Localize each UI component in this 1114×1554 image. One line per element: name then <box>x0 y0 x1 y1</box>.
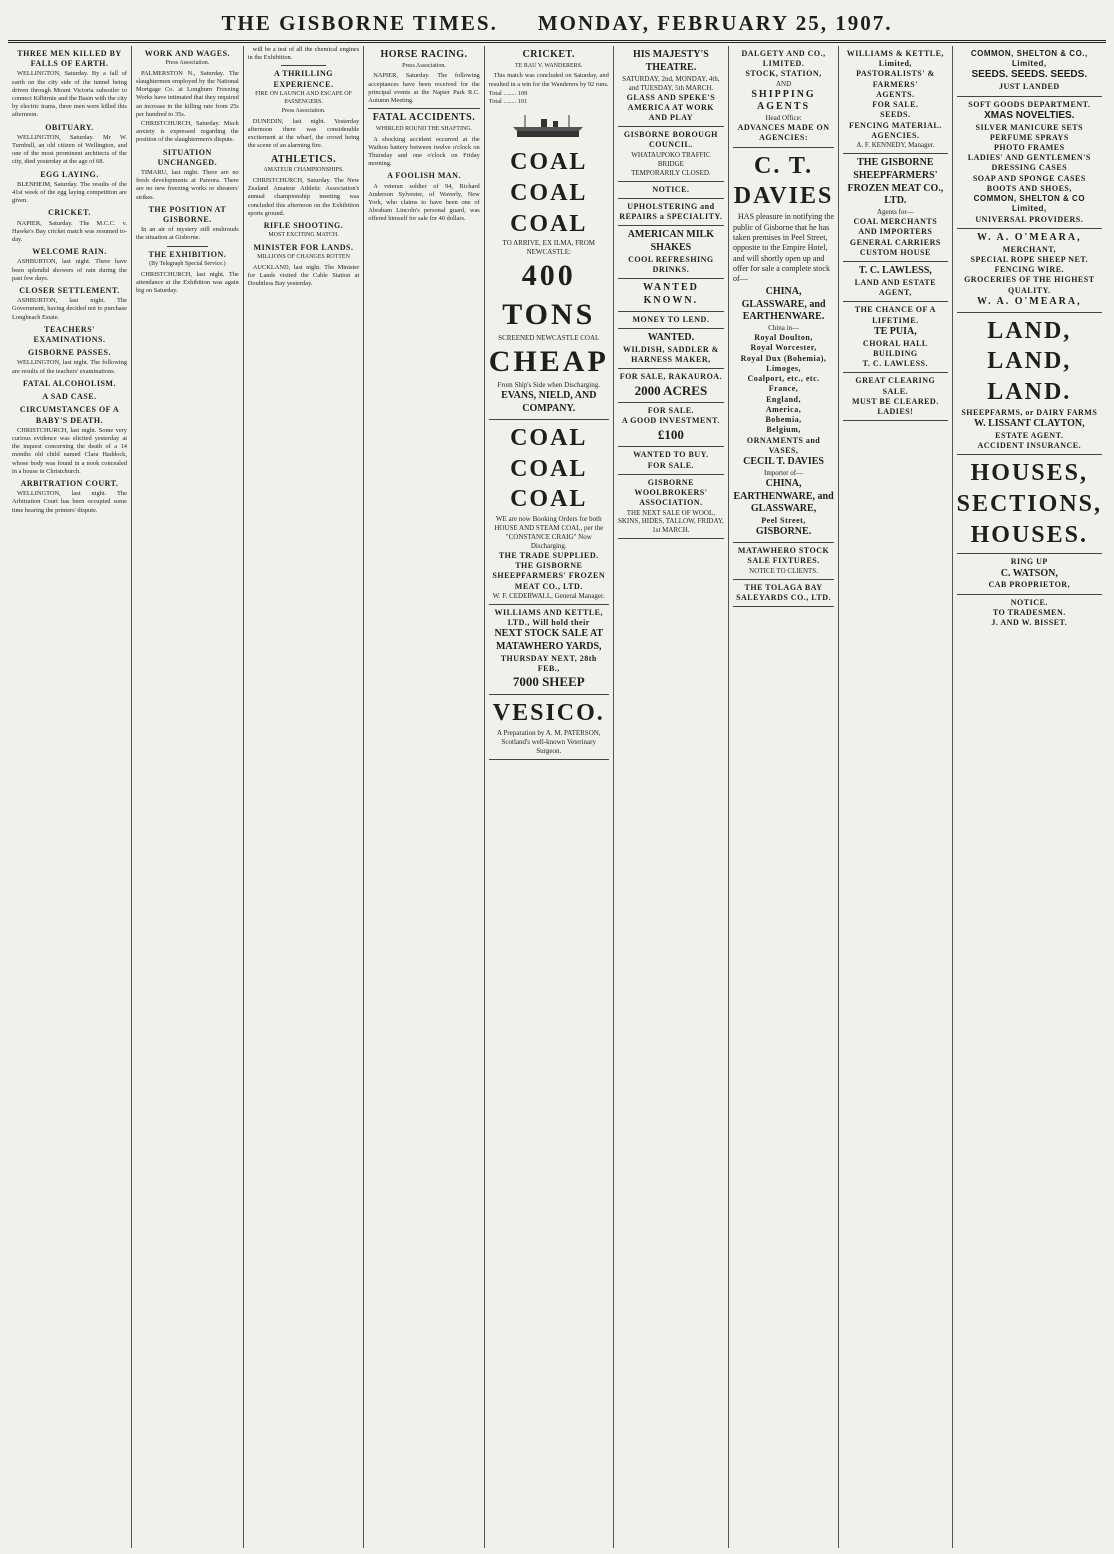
advertiser: THE GISBORNE SHEEPFARMERS' FROZEN MEAT CO., LTD. <box>492 561 606 591</box>
wanted-known-advert <box>618 279 724 312</box>
advert-text: UNIVERSAL PROVIDERS. <box>975 214 1084 224</box>
advert-text: Agents for— <box>876 208 914 217</box>
advertiser: CECIL T. DAVIES <box>743 456 824 467</box>
subheading: MILLIONS OF CHANGES ROTTEN <box>257 254 350 261</box>
divider <box>167 246 208 247</box>
product-line: America, <box>765 404 802 414</box>
acreage: 2000 ACRES <box>634 382 708 398</box>
advert-text: AGENCIES: <box>759 133 809 143</box>
advert-text: SHEEPFARMS, or DAIRY FARMS <box>961 407 1098 417</box>
headline: THE EXHIBITION. <box>148 249 227 259</box>
advert-headline: LAND, LAND, <box>987 317 1072 375</box>
headline: OBITUARY. <box>45 122 94 132</box>
coal-word: COAL <box>510 179 588 206</box>
coal-word: COAL <box>510 149 588 176</box>
advert-headline: THE TOLAGA BAY SALEYARDS CO., LTD. <box>736 582 832 602</box>
coal-word: COAL <box>510 424 588 451</box>
dalgety-advert <box>733 46 834 148</box>
article-text: This match was concluded on Saturday, and resulted in a win for the Wanderers by 92 runs. <box>488 72 609 88</box>
advert-headline: UPHOLSTERING and REPAIRS a SPECIALITY. <box>619 201 723 221</box>
headline: ATHLETICS. <box>270 153 337 165</box>
advert-text: TEMPORARILY CLOSED. <box>631 168 711 177</box>
score-total: Total ........ 109 <box>488 89 528 97</box>
advertiser: EVANS, NIELD, AND COMPANY. <box>501 390 597 415</box>
columns <box>8 46 1106 1548</box>
advert-text: SOAP AND SPONGE CASES <box>972 173 1086 183</box>
article-text: will be a test of all the chemical engines in the Exhibition. <box>247 46 360 62</box>
column-news-4 <box>364 46 485 1548</box>
advert-text: PASTORALISTS' & FARMERS' <box>856 69 935 89</box>
advert-headline: WANTED TO BUY. <box>633 450 709 460</box>
article-text: BLENHEIM, Saturday. The results of the 41st week of the egg laying competition are given. <box>12 180 127 205</box>
sale-date: THURSDAY NEXT, 28th FEB., <box>500 653 597 674</box>
advert-text: RING UP <box>1010 557 1048 567</box>
coal-word: COAL <box>510 486 588 513</box>
headline: WELCOME RAIN. <box>32 247 107 257</box>
wanted-advert <box>618 329 724 369</box>
subheading: AMATEUR CHAMPIONSHIPS. <box>263 167 344 174</box>
product-line: Royal Doulton, <box>754 333 813 343</box>
column-cricket-and-ads <box>485 46 614 1548</box>
advert-text: LADIES' AND GENTLEMEN'S <box>967 153 1091 163</box>
price: £100 <box>657 426 684 442</box>
article-text: PALMERSTON N., Saturday. The slaughtermen employed by the National Mortgage Co. at Longburn Freezing Works have intimated that they required an increase in the killing rate from 25s per hundred to 35s. <box>135 69 239 118</box>
product-line: GLASSWARE, <box>750 503 817 515</box>
advertiser: C. WATSON, <box>1000 567 1058 579</box>
advert-text: JUST LANDED <box>998 82 1060 92</box>
article-text: ASHBURTON, last night. There have been splendid showers of rain during the past few days. <box>12 258 127 282</box>
wanted-to-buy-advert <box>618 447 724 474</box>
advert-text: WILDISH, SADDLER & HARNESS MAKER, <box>622 344 719 365</box>
advert-headline: NOTICE. <box>652 184 690 194</box>
advert-headline: AGENCIES. <box>871 130 920 140</box>
williams-kettle-advert <box>843 46 948 154</box>
advert-text: LAND AND ESTATE AGENT, <box>854 277 937 298</box>
cab-advert <box>957 554 1102 594</box>
product-line: Limoges, <box>766 363 801 373</box>
advert-headline: GREAT CLEARING SALE. <box>855 376 936 396</box>
advert-text: ESTATE AGENT. <box>995 430 1064 440</box>
advertiser: T. C. LAWLESS. <box>862 359 928 369</box>
theatre-advert <box>618 46 724 127</box>
score-total: Total ........ 101 <box>488 98 528 106</box>
stock-sale-fixtures-advert <box>733 543 834 579</box>
article-text: CHRISTCHURCH, last night. The attendance at the Exhibition was again big on Saturday. <box>135 270 239 294</box>
product-line: France, <box>768 384 799 394</box>
advert-headline: HOUSES, <box>970 460 1088 487</box>
advertiser: WILLIAMS & KETTLE, Limited, <box>846 49 944 69</box>
chance-advert <box>843 302 948 373</box>
advert-headline: FENCING MATERIAL. <box>848 120 942 130</box>
article-text: CHRISTCHURCH, Saturday. The New Zealand Amateur Athletic Association's annual championship meeting was concluded this afternoon on the Exhibition sports ground. <box>247 177 360 217</box>
headline: FATAL ACCIDENTS. <box>372 112 476 124</box>
advert-text: FENCING WIRE. <box>994 265 1065 275</box>
advert-headline: LAND. <box>987 379 1072 406</box>
advert-text: A Preparation by A. M. PATERSON, Scotland's well-known Veterinary Surgeon. <box>496 728 601 755</box>
advert-text: Head Office: <box>765 114 802 123</box>
advert-text: DRESSING CASES <box>991 163 1068 173</box>
column-common-shelton <box>953 46 1106 1548</box>
advert-text: Importer of— <box>764 468 804 477</box>
issue-date: MONDAY, FEBRUARY 25, 1907. <box>537 10 893 35</box>
notice-advert <box>618 182 724 199</box>
headline: CIRCUMSTANCES OF A BABY'S DEATH. <box>19 405 120 425</box>
article-text: DUNEDIN, last night. Yesterday afternoon there was considerable excitement at the wharf, the crowd being the scene of an alarming fire. <box>247 117 360 150</box>
advert-headline: MATAWHERO STOCK SALE FIXTURES. <box>737 546 830 566</box>
advert-headline: WANTED. <box>647 332 695 344</box>
advertiser: THE GISBORNE SHEEPFARMERS' FROZEN MEAT CO., LTD. <box>847 157 944 207</box>
tradesmen-notice <box>957 595 1102 632</box>
headline: THE POSITION AT GISBORNE. <box>148 204 227 225</box>
advert-headline: HIS MAJESTY'S THEATRE. <box>632 49 709 73</box>
stock-sale-advert <box>489 605 609 695</box>
advert-text: CHORAL HALL BUILDING <box>862 338 928 358</box>
address: Peel Street, <box>761 516 806 526</box>
frozen-meat-advert <box>843 154 948 262</box>
headline: A THRILLING EXPERIENCE. <box>273 69 334 89</box>
advert-headline: THE CHANCE OF A LIFETIME. <box>854 305 936 325</box>
advert-text: LADIES! <box>877 407 914 417</box>
headline: EGG LAYING. <box>40 169 99 179</box>
advert-text: CAB PROPRIETOR, <box>988 580 1071 590</box>
article-text: AUCKLAND, last night. The Minister for Lands visited the Cable Station at Doubtless Bay yesterday. <box>247 263 360 288</box>
article-text: WELLINGTON, Saturday. By a fall of earth on the city side of the tunnel being driven through Mount Victoria subsoiler to connect Kilbirnie and the Basin with the city by electric trams, three men were killed this afternoon. <box>12 70 127 119</box>
product-line: China in— <box>768 324 800 333</box>
milkshake-advert <box>618 226 724 279</box>
article-text: ASHBURTON, last night. The Government, having decided not to purchase Longbeach Estate. <box>12 297 127 321</box>
masthead <box>8 6 1106 43</box>
advertiser: DALGETY AND CO., LIMITED. <box>741 49 826 69</box>
clearing-sale-advert <box>843 373 948 421</box>
advert-text: ADVANCES MADE ON <box>737 123 830 133</box>
advert-headline: HOUSES. <box>970 521 1088 548</box>
subheading: FIRE ON LAUNCH AND ESCAPE OF PASSENGERS. <box>255 90 352 105</box>
advert-text: MERCHANT, <box>1002 244 1057 254</box>
article-text: NAPIER, Saturday. The M.C.C. v. Hawke's Bay cricket match was resumed to-day. <box>12 219 127 243</box>
houses-advert <box>957 455 1102 554</box>
woolbrokers-advert <box>618 475 724 540</box>
subheading: WHIRLED ROUND THE SHAFTING. <box>375 126 473 133</box>
advert-headline: FOR SALE, RAKAUROA. <box>619 372 723 382</box>
vesico-advert <box>489 695 609 760</box>
advert-text: THE TRADE SUPPLIED. <box>498 550 599 560</box>
advert-text: XMAS NOVELTIES. <box>984 109 1075 121</box>
advert-text: TO ARRIVE, EX ILMA, FROM NEWCASTLE: <box>502 239 595 257</box>
subheading: MOST EXCITING MATCH. <box>268 232 339 239</box>
article-text: WELLINGTON, last night. The following are results of the teachers' examinations. <box>12 359 127 375</box>
advertiser: J. AND W. BISSET. <box>991 618 1068 628</box>
headline: MINISTER FOR LANDS. <box>253 242 354 252</box>
advert-headline: FOR SALE. <box>872 100 919 110</box>
lawless-advert <box>843 262 948 302</box>
article-text: WELLINGTON, Saturday. Mr W. Turnbull, an old citizen of Wellington, and one of the most prominent architects of the city, died yesterday at the age of 68. <box>12 133 127 166</box>
advert-text: SILVER MANICURE SETS <box>975 122 1084 132</box>
advert-text: GROCERIES OF THE HIGHEST QUALITY. <box>964 275 1095 295</box>
advert-headline: SEEDS. SEEDS. SEEDS. <box>971 69 1088 81</box>
advert-headline: SHIPPING AGENTS <box>751 88 816 113</box>
tolaga-saleyards-advert <box>733 580 834 607</box>
subheading: TE RAU V. WANDERERS. <box>515 62 583 69</box>
coal-word: COAL <box>510 210 588 237</box>
advertiser: COMMON, SHELTON & CO Limited, <box>973 194 1086 214</box>
advert-headline: SOFT GOODS DEPARTMENT. <box>968 99 1091 109</box>
headline: CRICKET. <box>522 49 575 60</box>
advert-text: ACCIDENT INSURANCE. <box>977 441 1082 451</box>
advert-text: NOTICE TO CLIENTS. <box>749 566 818 575</box>
product-name: VESICO. <box>492 699 605 726</box>
product-line: CHINA, <box>765 477 802 489</box>
advert-headline: NEXT STOCK SALE AT MATAWHERO YARDS, <box>494 628 604 653</box>
coal-word: COAL <box>510 455 588 482</box>
sheep-count: 7000 SHEEP <box>512 674 585 690</box>
advert-text: GLASS AND SPEKE'S AMERICA AT WORK AND PLAY <box>626 92 716 122</box>
advert-headline: NOTICE. <box>1010 597 1048 607</box>
advert-text: MUST BE CLEARED. <box>851 396 939 406</box>
land-advert <box>957 313 1102 456</box>
product-line: EARTHENWARE, and <box>733 490 834 502</box>
headline: HORSE RACING. <box>380 49 468 60</box>
investment-advert <box>618 403 724 447</box>
column-news-2 <box>132 46 244 1548</box>
article-text: A veteran soldier of 94, Richard Anderson Sylvester, of Waverly, New York, who claims to have been one of Abraham Lincoln's personal guard, was offered himself for sale for 40 dollars. <box>368 182 480 223</box>
column-news-3 <box>244 46 365 1548</box>
headline: THREE MEN KILLED BY FALLS OF EARTH. <box>17 49 122 69</box>
advert-text: STOCK, STATION, <box>745 69 822 79</box>
advert-headline: AMERICAN MILK SHAKES <box>627 229 715 254</box>
coal-advert-2 <box>489 420 609 605</box>
product-line: Coalport, etc., etc. <box>747 374 820 384</box>
advert-text: BOOTS AND SHOES, <box>986 183 1072 193</box>
advert-text: PHOTO FRAMES <box>994 143 1065 152</box>
tonnage: 400 TONS <box>502 259 596 331</box>
advertiser: WILLIAMS AND KETTLE, LTD., Will hold their <box>494 607 603 628</box>
advertiser: W. LISSANT CLAYTON, <box>974 418 1085 430</box>
article-text: In an air of mystery still enshrouds the situation at Gisborne. <box>135 226 239 242</box>
advert-text: A. F. KENNEDY, Manager. <box>856 141 935 150</box>
headline: FATAL ALCOHOLISM. <box>23 378 116 388</box>
headline: TEACHERS' EXAMINATIONS. <box>33 324 106 344</box>
product-line: GLASSWARE, and <box>741 298 826 310</box>
advert-text: SATURDAY, 2nd, MONDAY, 4th, and TUESDAY, 5th MARCH. <box>622 74 720 92</box>
advert-headline: SEEDS. <box>880 110 911 120</box>
advert-text: COOL REFRESHING DRINKS. <box>628 254 714 275</box>
advert-text: GENERAL CARRIERS <box>849 237 941 247</box>
product-line: England, <box>766 394 801 404</box>
soft-goods-advert <box>957 97 1102 229</box>
advert-text: CUSTOM HOUSE <box>859 247 931 257</box>
article-text: TIMARU, last night. There are no fresh developments at Pareora. There are no new freezing works or shearers' strikes. <box>135 169 239 201</box>
advert-text: AGENTS. <box>876 89 915 99</box>
headline: RIFLE SHOOTING. <box>263 221 344 231</box>
headline: A SAD CASE. <box>42 392 97 402</box>
product-line: Belgium, <box>766 425 801 435</box>
advert-text: AND <box>775 79 792 88</box>
byline: Press Association. <box>402 62 446 69</box>
product-line: Royal Dux (Bohemia), <box>740 353 827 363</box>
headline: CLOSER SETTLEMENT. <box>19 285 120 295</box>
column-news-1 <box>8 46 132 1548</box>
advert-headline: FOR SALE. <box>647 460 695 470</box>
column-classifieds <box>614 46 729 1548</box>
advert-text: SCREENED NEWCASTLE COAL <box>498 334 600 343</box>
advert-text: WHATAUPOKO TRAFFIC BRIDGE <box>631 150 711 168</box>
address: GISBORNE. <box>755 526 812 538</box>
product-line: ORNAMENTS and VASES, <box>746 435 821 455</box>
product-line: Bohemia, <box>765 415 802 425</box>
advert-text: W. F. CEDERWALL, General Manager. <box>492 591 605 600</box>
column-davies <box>729 46 839 1548</box>
advert-text: TO TRADESMEN. <box>992 607 1066 617</box>
advert-headline: SECTIONS, <box>956 491 1102 518</box>
headline: A FOOLISH MAN. <box>387 171 461 181</box>
advert-text: A GOOD INVESTMENT. <box>621 416 720 426</box>
money-lend-advert <box>618 312 724 329</box>
seeds-advert <box>957 46 1102 97</box>
advert-text: SPECIAL ROPE SHEEP NET. <box>970 254 1089 264</box>
advert-headline: CHEAP <box>488 345 609 379</box>
advert-text: COAL MERCHANTS AND IMPORTERS <box>853 217 938 237</box>
article-text: WELLINGTON, last night. The Arbitration Court has been occupied some time hearing the printers' dispute. <box>12 490 127 514</box>
headline: ARBITRATION COURT. <box>20 478 119 488</box>
divider <box>368 108 480 109</box>
omeara-advert <box>957 229 1102 313</box>
divider <box>281 65 326 66</box>
advertiser: COMMON, SHELTON & CO., Limited, <box>970 49 1088 69</box>
advertiser: T. C. LAWLESS, <box>858 265 932 277</box>
advert-text: From Ship's Side when Discharging. <box>497 381 600 390</box>
headline: SITUATION UNCHANGED. <box>157 147 218 167</box>
advert-headline: WANTED KNOWN. <box>642 282 699 307</box>
advert-headline: FOR SALE. <box>647 406 695 416</box>
advertiser: W. A. O'MEARA, <box>977 295 1082 307</box>
article-text: CHRISTCHURCH, last night. Some very curious evidence was elicited yesterday at the inquest concerning the death of a 14 months old child named Clara Haddock, whose body was found in a nook concealed in a house in Christchurch. <box>12 426 127 475</box>
product-line: EARTHENWARE. <box>742 311 825 323</box>
headline: WORK AND WAGES. <box>144 49 231 58</box>
advert-text: HAS pleasure in notifying the public of Gisborne that he has taken premises in Peel Street, opposite to the Empire Hotel, and will shortly open up and offer for sale a complete stock of— <box>733 212 835 284</box>
advert-headline: MONEY TO LEND. <box>632 314 710 324</box>
advert-headline: GISBORNE BOROUGH COUNCIL. <box>623 130 718 150</box>
advert-text: PERFUME SPRAYS <box>989 132 1069 142</box>
article-text: NAPIER, Saturday. The following acceptances have been received for the principal events at the Napier Park R.C. Autumn Meeting. <box>368 72 480 105</box>
byline: (By Telegraph Special Service.) <box>149 260 226 267</box>
advertiser: C. T. DAVIES <box>733 152 834 210</box>
davies-advert <box>733 148 834 544</box>
land-sale-advert <box>618 369 724 403</box>
steamship-icon <box>511 113 587 143</box>
advertiser: W. A. O'MEARA, <box>977 231 1082 243</box>
product-line: Royal Worcester, <box>750 343 817 353</box>
newspaper-title: THE GISBORNE TIMES. <box>221 10 498 35</box>
column-williams-kettle <box>839 46 953 1548</box>
byline: Press Association. <box>165 60 210 67</box>
upholstering-advert <box>618 199 724 226</box>
byline: Press Association. <box>281 108 326 115</box>
product-line: CHINA, <box>765 285 802 297</box>
headline: GISBORNE PASSES. <box>27 348 111 358</box>
headline: CRICKET. <box>48 208 91 218</box>
council-notice <box>618 127 724 181</box>
coal-advert <box>489 106 609 420</box>
advert-text: THE NEXT SALE OF WOOL, SKINS, HIDES, TALLOW, FRIDAY, 1st MARCH. <box>617 508 724 535</box>
place-name: TE PUIA, <box>873 325 917 337</box>
advert-text: WE are now Booking Orders for both HOUSE AND STEAM COAL, per the "CONSTANCE CRAIG" Now Discharging. <box>494 515 604 550</box>
article-text: A shocking accident occurred at the Waihou battery between twelve o'clock on Thursday and one o'clock on Friday morning. <box>368 135 480 168</box>
article-text: CHRISTCHURCH, Saturday. Much anxiety is expressed regarding the position of the slaughtermen's dispute. <box>135 120 239 144</box>
advert-headline: GISBORNE WOOLBROKERS' ASSOCIATION. <box>634 477 708 508</box>
